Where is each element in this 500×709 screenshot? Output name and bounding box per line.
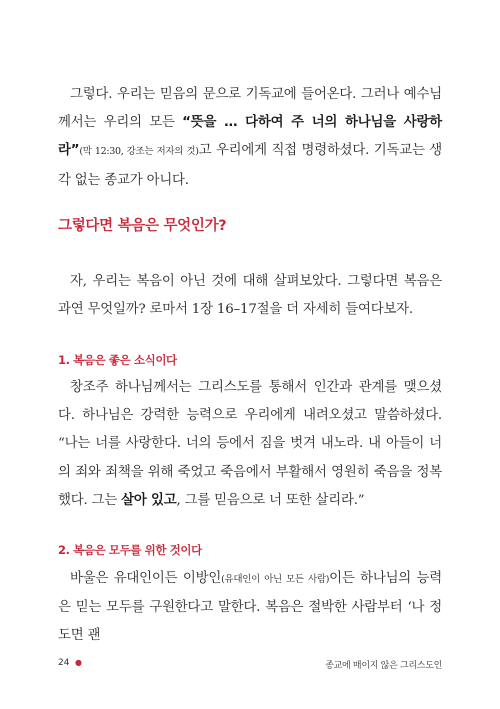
subheading-for-everyone: 2. 복음은 모두를 위한 것이다	[58, 543, 202, 557]
paragraph-good-news-text-2: , 그를 믿음으로 너 또한 살리라.”	[176, 492, 365, 508]
paragraph-for-everyone-note: (유대인이 아닌 모든 사람)	[221, 574, 330, 585]
paragraph-intro-reference: (막 12:30, 강조는 저자의 것)	[79, 146, 199, 158]
subheading-good-news: 1. 복음은 좋은 소식이다	[58, 353, 177, 367]
paragraph-good-news-bold: 살아 있고	[121, 492, 177, 508]
book-title: 종교에 매이지 않은 그리스도인	[325, 661, 442, 671]
paragraph-for-everyone-text-2: 이든 하나님의 능력은 믿는 모두를 구원한다고 말한다. 복음은 절박한 사람부터 ‘나 정도면 괜	[58, 571, 443, 644]
paragraph-good-news	[58, 374, 442, 515]
paragraph-gospel-question	[58, 268, 442, 324]
paragraph-intro-quote: “뜻을 … 다하여 주 너의 하나님을 사랑하라”	[58, 115, 442, 159]
paragraph-for-everyone-text-1: 바울은 유대인이든 이방인	[70, 571, 222, 586]
paragraph-gospel-question-text: 자, 우리는 복음이 아닌 것에 대해 살펴보았다. 그렇다면 복음은 과연 무엇일까? 로마서 1장 16–17절을 더 자세히 들여다보자.	[58, 274, 442, 318]
section-title: 그렇다면 복음은 무엇인가?	[58, 218, 227, 234]
bullet-dot-icon: ●	[75, 658, 82, 667]
page-footer	[58, 658, 442, 672]
paragraph-good-news-text-1: 창조주 하나님께서는 그리스도를 통해서 인간과 관계를 맺으셨다. 하나님은 강력한 능력으로 우리에게 내려오셨고 말씀하셨다. “나는 너를 사랑한다. 너의 등에서 짐을 벗겨 내노라. 내 아들이 너의 죄와 죄책을 위해 죽었고 죽음에서 부활해서 영원히 죽음을 정복했다. 그는	[58, 380, 442, 508]
paragraph-intro-text-2: 고 우리에게 직접 명령하셨다. 기독교는 생각 없는 종교가 아니다.	[58, 143, 442, 188]
paragraph-intro	[58, 81, 442, 195]
paragraph-for-everyone	[58, 565, 442, 651]
paragraph-intro-text-1: 그렇다. 우리는 믿음의 문으로 기독교에 들어온다. 그러나 예수님께서는 우리의 모든	[58, 87, 442, 131]
page-number: 24	[58, 658, 70, 668]
